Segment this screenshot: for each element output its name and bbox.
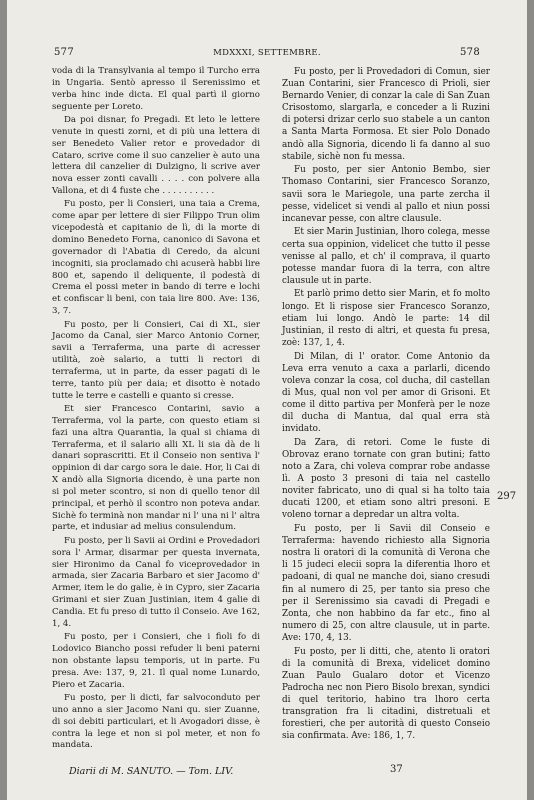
paragraph: Fu posto, per li Consieri, Cai di XL, sier Jacomo da Canal, sier Marco Antonio Corner, savii a Terraferma, una parte di acresser utilità, zoè salario, a tutti li rectori di terraferma, ut in parte, da esser pagati di le terre, tanto più per daia; et disotto è notado tutte le terre e castelli e quanto si cresse. [52,319,260,401]
paragraph: Di Milan, di l' orator. Come Antonio da Leva erra venuto a caxa a parlarli, dicendo voleva conzar la cosa, col ducha, dil castellan di Mus, qual non vol per amor di Grisoni. Et come il ditto partiva per Monferà per le noze dil ducha di Mantua, dal qual erra stà invidato. [282,351,490,435]
paragraph: voda di la Transylvania al tempo il Turcho erra in Ungaria. Sentò apresso il Serenissimo et verba hinc inde dicta. El qual partì il giorno seguente per Loreto. [52,66,260,112]
paragraph: Et sier Francesco Contarini, savio a Terraferma, vol la parte, con questo etiam si fazi una altra Quarantia, la qual si chiama di Terraferma, et il salario alli XL li sia dà de li danari soprascritti. Et il Conseio non sentiva l' oppinion di dar cargo sora le daie. Hor, li Cai di X andò alla Signoria dicendo, è una parte non si pol meter scontro, si non di quello tenor dil principal, et perhò il scontro non poteva andar. Sichè fo terminà non mandar ni l' una ni l' altra parte, et indusiar ad melius consulendum. [52,404,260,533]
paragraph: Fu posto, per i Consieri, che i fioli fo di Lodovico Biancho possi refuder li beni paterni non obstante lapsu temporis, ut in parte. Fu presa. Ave: 137, 9, 21. Il qual nome Lunardo, Piero et Zacaria. [52,632,260,690]
paragraph: Fu posto, per sier Antonio Bembo, sier Thomaso Contarini, sier Francesco Soranzo, savii sora le Mariegole, una parte zercha il pesse, videlicet si vendi al pallo et niun possi incanevar pesse, con altre clausule. [282,165,490,224]
left-column [52,66,260,754]
paragraph: Fu posto, per li ditti, che, atento li oratori di la comunità di Brexa, videlicet domino Zuan Paulo Gualaro dotor et Vicenzo Padrocha nec non Piero Bisolo brexan, syndici di quel teritorio, habino tra lhoro certa transgration fra li citadini, distretuali et forestieri, che per autorità di questo Conseio sia confirmata. Ave: 186, 1, 7. [282,646,490,742]
paragraph: Fu posto, per li Savii dil Conseio e Terraferma: havendo richiesto alla Signoria nostra li oratori di la comunità di Verona che li 15 judeci elecii sopra la diferentia lhoro et padoani, di qual ne manche doi, siano cresudi fin al numero di 25, per tanto sia preso che per il Serenissimo sia cavadi di Pregadi e Zonta, che non habbino da far etc., fino al numero di 25, con altre clausule, ut in parte. Ave: 170, 4, 13. [282,524,490,643]
footer-source: Diarii di M. SANUTO. — Tom. LIV. [69,766,234,777]
paragraph: Fu posto, per li Provedadori di Comun, sier Zuan Contarini, sier Francesco di Prioli, sier Bernardo Venier, di conzar la cale di San Zuan Crisostomo, slargarla, e conceder a li Ruzini di potersi drizar cerlo suo stabele a un canton a Santa Marta Formosa. Et sier Polo Donado andò alla Signoria, dicendo li fa danno al suo stabile, sichè non fu messa. [282,67,490,162]
paragraph: Fu posto, per li Savii ai Ordini e Provedadori sora l' Armar, disarmar per questa invernata, sier Hironimo da Canal fo viceprovedador in armada, sier Zacaria Barbaro et sier Jacomo d' Armer, item le do galie, è in Cypro, sier Zacaria Grimani et sier Zuan Justinian, item 4 galie di Candia. Et fu preso di tutto il Conseio. Ave 162, 1, 4. [52,535,260,629]
footer-signature: 37 [390,764,403,775]
right-column [282,66,490,744]
paragraph: Fu posto, per li Consieri, una taia a Crema, come apar per lettere di sier Filippo Trun olim vicepodestà et capitanio de lì, di la morte di domino Benedeto Forna, canonico di Savona et governador di l'Abatia di Ceredo, da alcuni incogniti, sia proclamado chi acuserà habbi lire 800 et, sapendo il deliquente, il podestà di Crema el possi meter in bando di terre e lochi et confiscar li beni, con taia lire 800. Ave: 136, 3, 7. [52,199,260,317]
paragraph: Et sier Marin Justinian, lhoro colega, messe certa sua oppinion, videlicet che tutto il pesse venisse al pallo, et ch' il comprava, il quarto potesse mandar fuora di la terra, con altre clausule ut in parte. [282,227,490,286]
paragraph: Fu posto, per li dicti, far salvoconduto per uno anno a sier Jacomo Nani qu. sier Zuanne, di soi debiti particulari, et li Avogadori disse, è contra la lege et non si pol meter, et non fo mandata. [52,693,260,751]
paragraph: Da poi disnar, fo Pregadi. Et leto le lettere venute in questi zorni, et di più una lettera di ser Benedeto Valier retor e provedador di Cataro, scrive come il suo canzelier è auto una lettera dil canzelier di Dulzigno, li scrive aver nova esser zonti cavalli . . . . con polvere alla Vallona, et di 4 fuste che . . . . . . . . . . [52,114,260,197]
running-title: MDXXXI, SETTEMBRE. [213,48,321,58]
margin-folio-number: 297 [497,491,517,502]
paragraph: Et parlò primo detto sier Marin, et fo molto longo. Et li rispose sier Francesco Soranzo, etiam lui longo. Andò le parte: 14 dil Justinian, il resto di altri, et questa fu presa, zoè: 137, 1, 4. [282,289,490,348]
left-page-number: 577 [54,47,74,58]
right-page-number: 578 [460,47,480,58]
paragraph: Da Zara, di retori. Come le fuste di Obrovaz erano tornate con gran butini; fatto noto a Zara, chi voleva comprar robe andasse lì. A posto 3 presoni di taia nel castello noviter fabricato, uno di qual si ha tolto taia ducati 1200, et etiam sono altri presoni. E voleno tornar a depredar un altra volta. [282,437,490,521]
book-page [7,0,527,800]
